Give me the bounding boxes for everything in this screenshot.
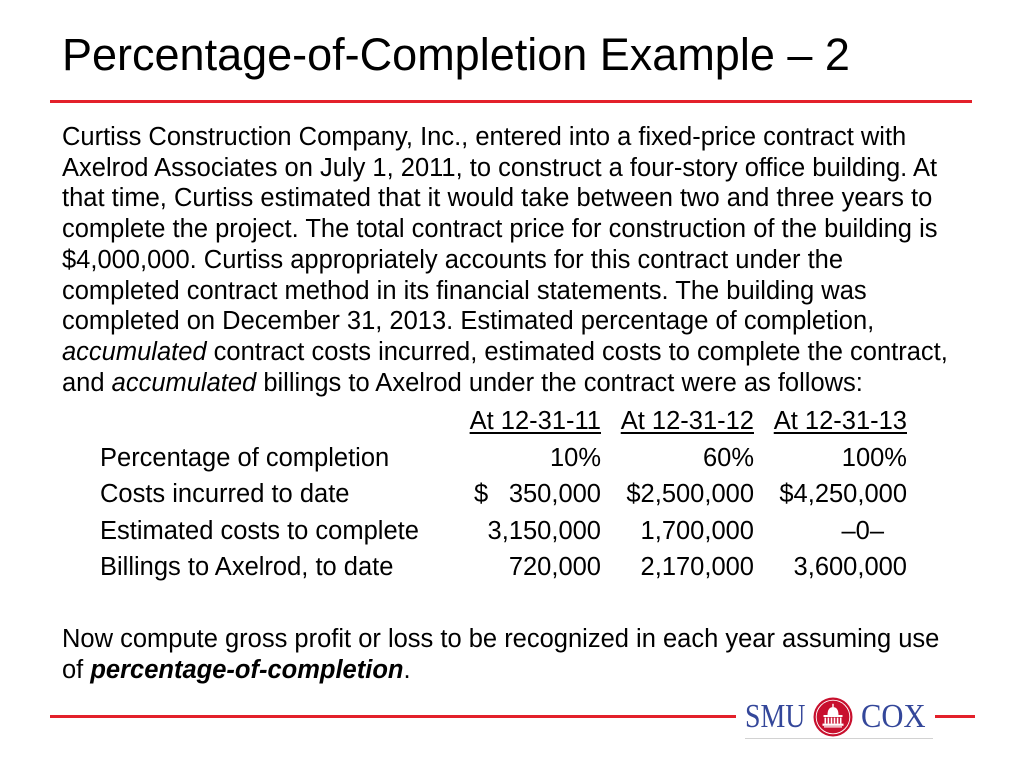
emblem-column — [837, 718, 839, 724]
question-prompt — [62, 624, 939, 686]
smu-cox-logo — [745, 697, 933, 739]
statement-line: Curtiss Construction Company, Inc., entered into a fixed-price contract with — [62, 123, 907, 151]
table-cell: 1,700,000 — [640, 516, 754, 545]
emblem-column — [840, 718, 842, 724]
emphasis-text: accumulated — [111, 368, 257, 397]
logo-wordmark-smu: SMU — [745, 698, 806, 735]
emblem-base — [823, 724, 844, 726]
question-line — [62, 655, 939, 686]
logo-baseline — [745, 738, 933, 739]
table-cell: 3,600,000 — [793, 553, 907, 581]
emblem-column — [834, 718, 836, 724]
slide-title: Percentage-of-Completion Example – 2 — [62, 29, 850, 80]
table-cell: $2,500,000 — [626, 480, 754, 508]
emblem-column — [828, 718, 830, 724]
table-cell: 10% — [549, 443, 601, 472]
statement-line — [62, 337, 948, 368]
statement-line: $4,000,000. Curtiss appropriately accounts for this contract under the — [62, 245, 844, 274]
emblem-column — [831, 718, 833, 724]
statement-text: contract costs incurred, estimated costs to complete the contract, — [206, 337, 948, 366]
table-row — [0, 440, 1024, 477]
question-text: . — [403, 656, 411, 684]
table-cell: 720,000 — [508, 553, 601, 581]
column-header: At 12-31-12 — [620, 407, 754, 435]
column-header: At 12-31-11 — [469, 407, 601, 435]
statement-line: completed contract method in its financial statements. The building was — [62, 276, 867, 305]
footer-divider-left — [50, 715, 736, 718]
table-header-row — [0, 403, 1024, 440]
statement-line: that time, Curtiss estimated that it would take between two and three years to — [62, 184, 933, 213]
table-cell: 100% — [841, 443, 907, 472]
table-cell: 3,150,000 — [487, 516, 601, 545]
emblem-column — [825, 718, 827, 724]
logo-wordmark-cox: COX — [861, 698, 926, 735]
table-cell: 60% — [702, 443, 754, 472]
emphasis-text: accumulated — [62, 337, 207, 366]
statement-line: complete the project. The total contract price for construction of the building is — [62, 215, 938, 244]
table-cell: 2,170,000 — [640, 553, 754, 581]
table-cell: –0– — [841, 516, 884, 545]
problem-statement — [62, 122, 948, 398]
emblem-cupola — [832, 704, 833, 707]
statement-text: and — [62, 368, 112, 397]
statement-line: completed on December 31, 2013. Estimated percentage of completion, — [62, 307, 875, 336]
statement-text: billings to Axelrod under the contract were as follows: — [256, 368, 863, 397]
row-label: Percentage of completion — [100, 443, 390, 472]
title-divider — [50, 100, 972, 103]
table-row — [0, 549, 1024, 586]
row-label: Estimated costs to complete — [100, 516, 419, 545]
row-label: Costs incurred to date — [100, 480, 350, 508]
emblem-entablature — [824, 715, 843, 717]
table-row — [0, 476, 1024, 513]
table-row — [0, 513, 1024, 550]
row-label: Billings to Axelrod, to date — [100, 553, 394, 581]
contract-data-table — [0, 403, 1024, 586]
question-text: of — [62, 656, 91, 684]
emblem-steps — [824, 726, 842, 727]
cell-value: 350,000 — [508, 480, 601, 508]
footer-divider-right — [935, 715, 975, 718]
smu-seal-icon — [813, 697, 853, 737]
statement-line — [62, 368, 948, 399]
question-line: Now compute gross profit or loss to be recognized in each year assuming use — [62, 625, 940, 653]
table-cell: $4,250,000 — [779, 480, 907, 508]
column-header: At 12-31-13 — [773, 407, 907, 435]
statement-line: Axelrod Associates on July 1, 2011, to construct a four-story office building. At — [62, 153, 938, 182]
table-cell — [448, 476, 601, 513]
currency-symbol: $ — [474, 480, 489, 508]
method-emphasis: percentage-of-completion — [90, 656, 404, 684]
